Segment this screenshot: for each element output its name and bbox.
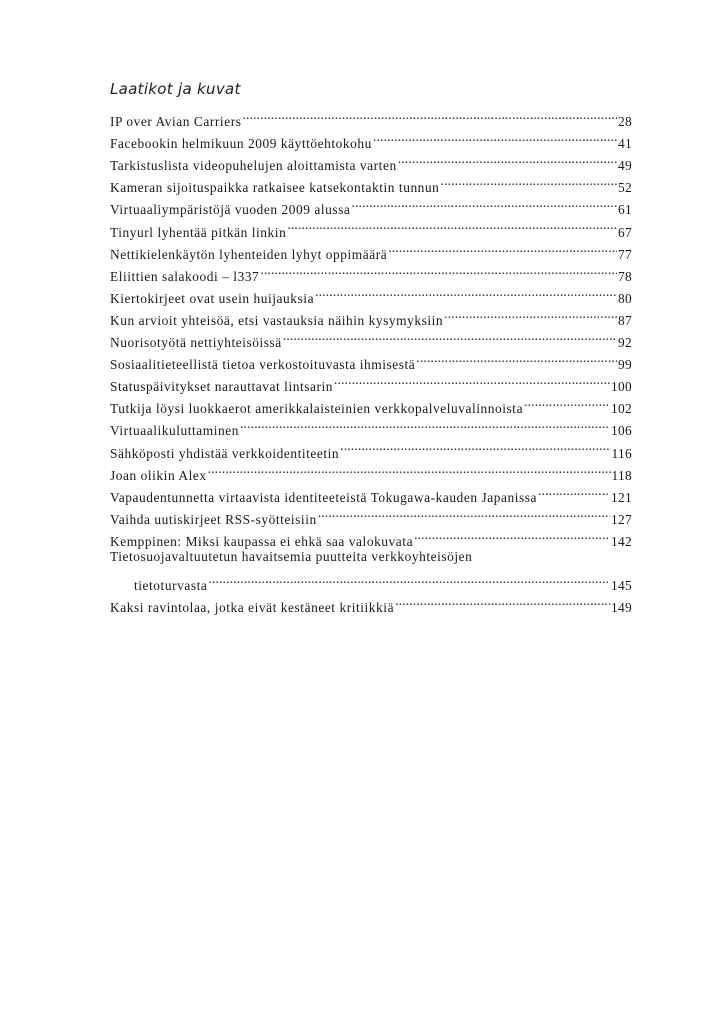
toc-entry-page: 77 bbox=[618, 246, 632, 262]
dot-leader bbox=[340, 435, 610, 457]
toc-entry-page: 118 bbox=[611, 467, 632, 483]
toc-entry-title: Statuspäivitykset narauttavat lintsarin bbox=[110, 379, 334, 395]
toc-entry-page: 61 bbox=[618, 202, 632, 218]
toc-list bbox=[110, 104, 632, 616]
toc-entry-page: 92 bbox=[618, 335, 632, 351]
toc-entry-page: 102 bbox=[611, 401, 632, 417]
toc-entry-page: 41 bbox=[618, 136, 632, 152]
toc-entry-continuation[interactable] bbox=[110, 568, 632, 594]
dot-leader bbox=[444, 303, 617, 325]
toc-entry-page: 116 bbox=[611, 445, 632, 461]
toc-entry-title: Joan olikin Alex bbox=[110, 467, 207, 483]
dot-leader bbox=[334, 369, 610, 391]
dot-leader bbox=[414, 524, 610, 546]
toc-entry-page: 121 bbox=[611, 489, 632, 505]
toc-entry-page: 142 bbox=[611, 533, 632, 549]
toc-entry-title: Tutkija löysi luokkaerot amerikkalaisteinien verkkopalveluvalinnoista bbox=[110, 401, 524, 417]
dot-leader bbox=[395, 590, 610, 612]
dot-leader bbox=[208, 568, 610, 590]
toc-entry-page: 87 bbox=[618, 312, 632, 328]
dot-leader bbox=[260, 259, 617, 281]
toc-entry-title: Facebookin helmikuun 2009 käyttöehtokohu bbox=[110, 136, 372, 152]
toc-entry-title: Nettikielenkäytön lyhenteiden lyhyt oppimäärä bbox=[110, 246, 388, 262]
toc-entry-page: 52 bbox=[618, 180, 632, 196]
toc-entry-first-line[interactable] bbox=[110, 546, 632, 568]
toc-entry-title: Tarkistuslista videopuhelujen aloittamista varten bbox=[110, 158, 397, 174]
dot-leader bbox=[318, 502, 610, 524]
toc-entry-title: Virtuaalikuluttaminen bbox=[110, 423, 239, 439]
toc-entry[interactable] bbox=[110, 104, 632, 130]
dot-leader bbox=[388, 237, 617, 259]
toc-entry-page: 67 bbox=[618, 224, 632, 240]
toc-entry-title: Tietosuojavaltuutetun havaitsemia puutteita verkkoyhteisöjen bbox=[110, 548, 473, 564]
toc-entry-title: Tinyurl lyhentää pitkän linkin bbox=[110, 224, 287, 240]
dot-leader bbox=[287, 214, 617, 236]
toc-entry-page: 99 bbox=[618, 357, 632, 373]
dot-leader bbox=[398, 148, 617, 170]
toc-entry-title: Kameran sijoituspaikka ratkaisee katsekontaktin tunnun bbox=[110, 180, 440, 196]
dot-leader bbox=[416, 347, 617, 369]
toc-entry-page: 100 bbox=[611, 379, 632, 395]
toc-entry-page: 78 bbox=[618, 268, 632, 284]
toc-entry-title: Kiertokirjeet ovat usein huijauksia bbox=[110, 290, 315, 306]
toc-entry-page: 49 bbox=[618, 158, 632, 174]
toc-entry-title: Kun arvioit yhteisöä, etsi vastauksia näihin kysymyksiin bbox=[110, 312, 444, 328]
toc-entry-title: Kemppinen: Miksi kaupassa ei ehkä saa valokuvata bbox=[110, 533, 414, 549]
toc-entry-title: Sosiaalitieteellistä tietoa verkostoituvasta ihmisestä bbox=[110, 357, 416, 373]
toc-entry-page: 145 bbox=[611, 578, 632, 594]
toc-entry-title: Sähköposti yhdistää verkkoidentiteetin bbox=[110, 445, 340, 461]
toc-entry-title: Nuorisotyötä nettiyhteisöissä bbox=[110, 335, 282, 351]
toc-entry-title: IP over Avian Carriers bbox=[110, 114, 242, 130]
dot-leader bbox=[242, 104, 617, 126]
dot-leader bbox=[240, 413, 610, 435]
dot-leader bbox=[440, 170, 617, 192]
dot-leader bbox=[315, 281, 617, 303]
dot-leader bbox=[538, 480, 610, 502]
toc-entry-page: 149 bbox=[611, 600, 632, 616]
dot-leader bbox=[283, 325, 617, 347]
toc-entry-page: 28 bbox=[618, 114, 632, 130]
toc-entry-title: Virtuaaliympäristöjä vuoden 2009 alussa bbox=[110, 202, 351, 218]
toc-entry-page: 127 bbox=[611, 511, 632, 527]
dot-leader bbox=[373, 126, 617, 148]
toc-entry-page: 80 bbox=[618, 290, 632, 306]
section-heading: Laatikot ja kuvat bbox=[110, 80, 241, 98]
dot-leader bbox=[351, 192, 617, 214]
toc-entry-title: Kaksi ravintolaa, jotka eivät kestäneet kritiikkiä bbox=[110, 600, 395, 616]
toc-entry-title: Eliittien salakoodi – l337 bbox=[110, 268, 260, 284]
dot-leader bbox=[208, 458, 611, 480]
dot-leader bbox=[524, 391, 610, 413]
toc-entry-title-continued: tietoturvasta bbox=[134, 578, 208, 594]
toc-entry-page: 106 bbox=[611, 423, 632, 439]
toc-entry-title: Vaihda uutiskirjeet RSS-syötteisiin bbox=[110, 511, 317, 527]
toc-entry-title: Vapaudentunnetta virtaavista identiteeteistä Tokugawa-kauden Japanissa bbox=[110, 489, 537, 505]
